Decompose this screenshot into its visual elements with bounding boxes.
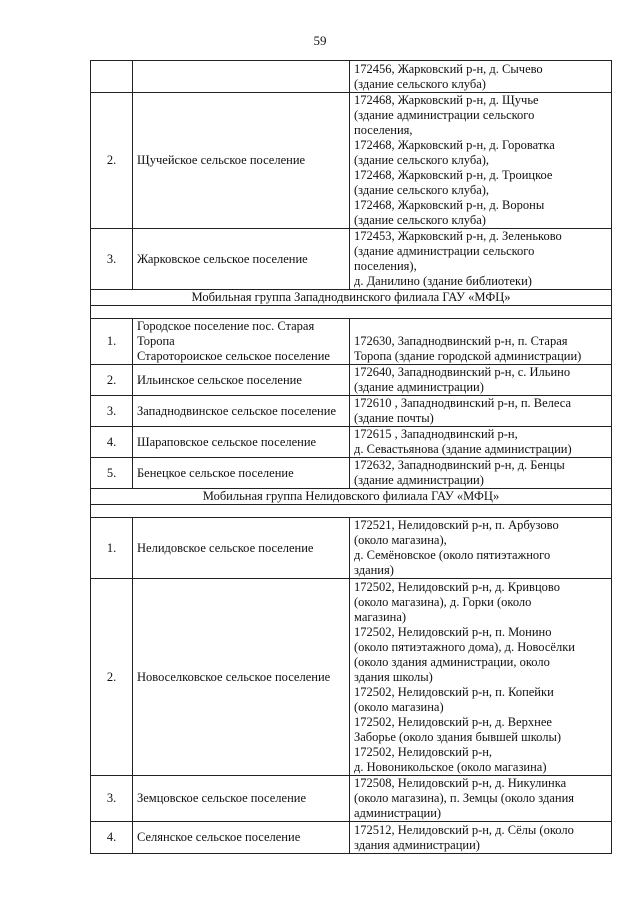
address-line: (около магазина), д. Горки (около xyxy=(354,594,532,609)
row-number: 1. xyxy=(91,319,133,365)
settlement-name: Щучейское сельское поселение xyxy=(133,93,350,229)
page-number: 59 xyxy=(313,33,327,48)
settlement-name: Жарковское сельское поселение xyxy=(133,229,350,290)
table-body xyxy=(91,61,612,854)
group-header-row xyxy=(91,489,612,505)
address-line: (здание почты) xyxy=(354,411,434,425)
table-row xyxy=(91,396,612,427)
row-number: 2. xyxy=(91,579,133,776)
address-cell xyxy=(350,776,612,822)
address-line: здания школы) xyxy=(354,669,433,684)
address-line: (здание администрации сельского xyxy=(354,108,535,122)
address-line: (здание сельского клуба) xyxy=(354,213,486,227)
row-number: 4. xyxy=(91,822,133,854)
address-line: Торопа (здание городской администрации) xyxy=(354,349,582,363)
address-line: 172468, Жарковский р-н, д. Щучье xyxy=(354,93,539,107)
row-number: 2. xyxy=(91,365,133,396)
address-line: (около магазина), xyxy=(354,533,447,547)
table-row xyxy=(91,579,612,776)
row-number: 3. xyxy=(91,396,133,427)
row-number: 4. xyxy=(91,427,133,458)
address-line xyxy=(354,319,607,334)
table-row xyxy=(91,93,612,229)
settlement-name: Новоселковское сельское поселение xyxy=(133,579,350,776)
address-line: 172502, Нелидовский р-н, д. Верхнее xyxy=(354,714,552,729)
group-title: Мобильная группа Западнодвинского филиала ГАУ «МФЦ» xyxy=(91,290,612,306)
table-row xyxy=(91,319,612,365)
row-number xyxy=(91,61,133,93)
address-line: 172502, Нелидовский р-н, п. Монино xyxy=(354,624,552,639)
address-cell xyxy=(350,396,612,427)
row-number: 2. xyxy=(91,93,133,229)
settlement-name xyxy=(133,61,350,93)
table-row xyxy=(91,229,612,290)
table-row xyxy=(91,822,612,854)
address-cell xyxy=(350,319,612,365)
address-cell xyxy=(350,61,612,93)
address-line: 172630, Западнодвинский р-н, п. Старая xyxy=(354,334,568,348)
address-line: 172502, Нелидовский р-н, xyxy=(354,744,493,759)
settlement-name: Земцовское сельское поселение xyxy=(133,776,350,822)
address-cell xyxy=(350,579,612,776)
address-line: д. Данилино (здание библиотеки) xyxy=(354,274,532,288)
address-cell xyxy=(350,518,612,579)
address-line: 172468, Жарковский р-н, д. Вороны xyxy=(354,198,545,212)
address-line: (около магазина), п. Земцы (около здания xyxy=(354,791,575,805)
group-header-row xyxy=(91,290,612,306)
address-line: Заборье (около здания бывшей школы) xyxy=(354,729,562,744)
address-cell xyxy=(350,229,612,290)
address-line: д. Семёновское (около пятиэтажного xyxy=(354,548,551,562)
address-line: поселения), xyxy=(354,259,417,273)
address-line: здания) xyxy=(354,563,394,577)
address-line: (около пятиэтажного дома), д. Новосёлки xyxy=(354,639,575,654)
address-line: 172512, Нелидовский р-н, д. Сёлы (около xyxy=(354,822,574,837)
row-number: 3. xyxy=(91,776,133,822)
settlement-name: Ильинское сельское поселение xyxy=(133,365,350,396)
table-row xyxy=(91,61,612,93)
address-cell xyxy=(350,427,612,458)
address-line: 172502, Нелидовский р-н, п. Копейки xyxy=(354,684,554,699)
table-row xyxy=(91,776,612,822)
address-line: (около магазина) xyxy=(354,699,444,714)
address-line: 172456, Жарковский р-н, д. Сычево xyxy=(354,61,543,76)
settlement-name: Шараповское сельское поселение xyxy=(133,427,350,458)
group-title: Мобильная группа Нелидовского филиала ГАУ «МФЦ» xyxy=(91,489,612,505)
address-line: 172632, Западнодвинский р-н, д. Бенцы xyxy=(354,458,565,472)
table-row xyxy=(91,458,612,489)
row-number: 3. xyxy=(91,229,133,290)
address-line: 172508, Нелидовский р-н, д. Никулинка xyxy=(354,776,567,790)
row-number: 1. xyxy=(91,518,133,579)
settlement-name: Западнодвинское сельское поселение xyxy=(133,396,350,427)
address-line: здания администрации) xyxy=(354,837,480,852)
address-line: 172502, Нелидовский р-н, д. Кривцово xyxy=(354,579,560,594)
address-line: администрации) xyxy=(354,806,442,820)
address-cell xyxy=(350,93,612,229)
row-number: 5. xyxy=(91,458,133,489)
spacer-row xyxy=(91,306,612,319)
settlement-name: Городское поселение пос. Старая Торопа Старотороиское сельское поселение xyxy=(133,319,350,365)
table-row xyxy=(91,365,612,396)
address-line: 172468, Жарковский р-н, д. Троицкое xyxy=(354,168,553,182)
address-line: (здание администрации) xyxy=(354,380,484,394)
settlement-name: Селянское сельское поселение xyxy=(133,822,350,854)
address-line: поселения, xyxy=(354,123,413,137)
address-line: магазина) xyxy=(354,609,407,624)
address-line: (около здания администрации, около xyxy=(354,654,550,669)
address-line: 172615 , Западнодвинский р-н, xyxy=(354,427,518,441)
address-line: (здание администрации сельского xyxy=(354,244,535,258)
address-cell xyxy=(350,458,612,489)
address-line: 172453, Жарковский р-н, д. Зеленьково xyxy=(354,229,562,243)
settlement-name: Нелидовское сельское поселение xyxy=(133,518,350,579)
spacer-cell xyxy=(91,306,612,319)
settlements-table xyxy=(90,60,612,854)
address-line: (здание сельского клуба), xyxy=(354,153,490,167)
spacer-cell xyxy=(91,505,612,518)
address-line: 172610 , Западнодвинский р-н, п. Велеса xyxy=(354,396,571,410)
address-line: (здание сельского клуба) xyxy=(354,76,486,91)
table-row xyxy=(91,427,612,458)
address-line: (здание сельского клуба), xyxy=(354,183,490,197)
address-line: (здание администрации) xyxy=(354,473,484,487)
address-line: д. Севастьянова (здание администрации) xyxy=(354,442,572,456)
address-cell xyxy=(350,365,612,396)
address-line: 172640, Западнодвинский р-н, с. Ильино xyxy=(354,365,571,379)
address-line: 172521, Нелидовский р-н, п. Арбузово xyxy=(354,518,559,532)
address-line: 172468, Жарковский р-н, д. Гороватка xyxy=(354,138,555,152)
settlement-name: Бенецкое сельское поселение xyxy=(133,458,350,489)
table-row xyxy=(91,518,612,579)
address-cell xyxy=(350,822,612,854)
spacer-row xyxy=(91,505,612,518)
address-line: д. Новоникольское (около магазина) xyxy=(354,759,547,774)
